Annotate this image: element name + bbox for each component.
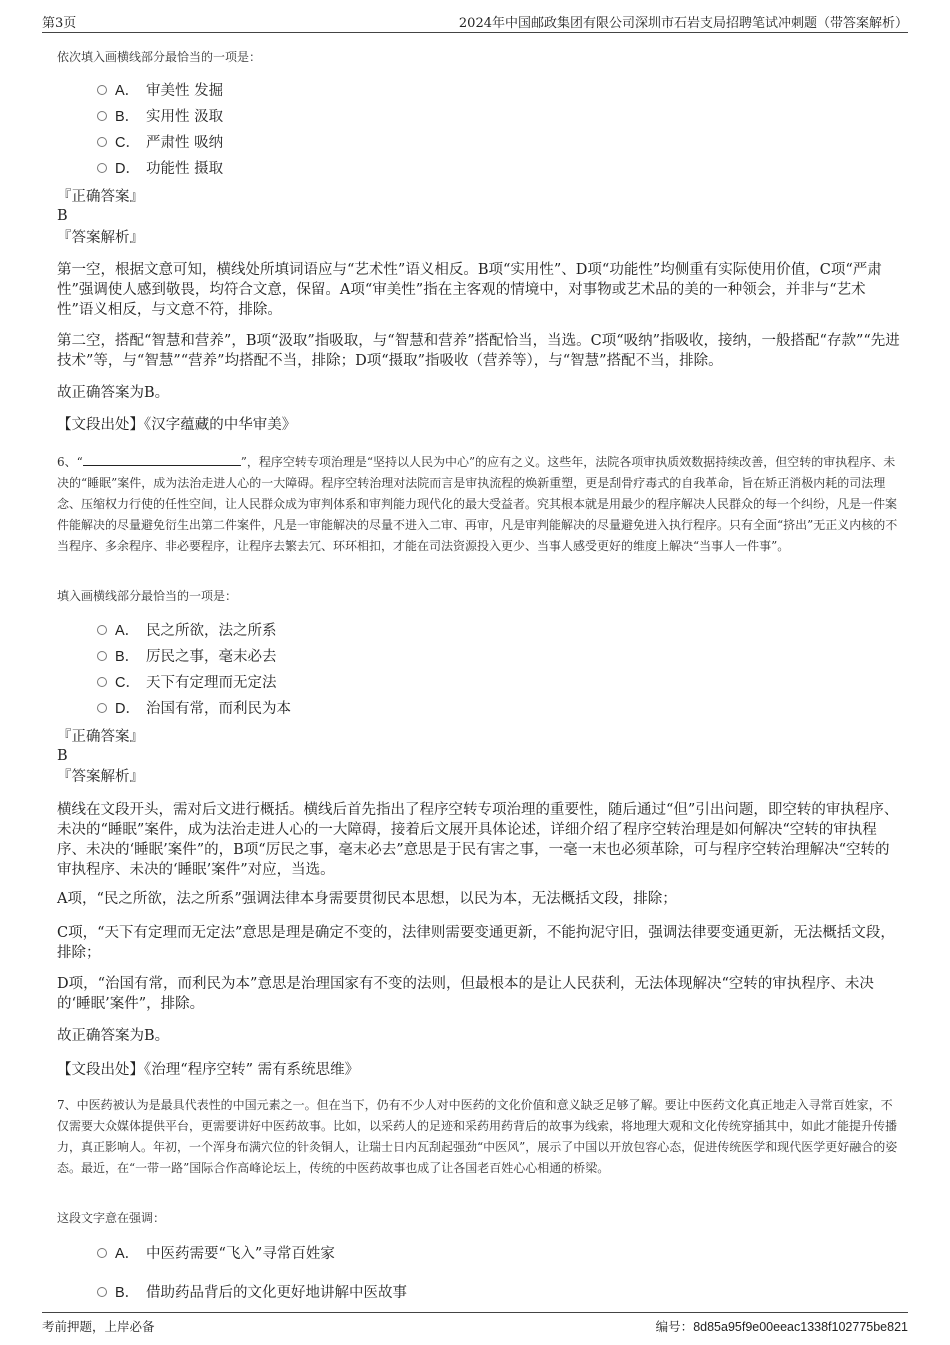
q7-prompt: 这段文字意在强调： [57,1211,166,1225]
q6-option-a[interactable]: A． 民之所欲，法之所系 [97,621,277,641]
q6-prompt: 填入画横线部分最恰当的一项是： [57,589,238,603]
q5-source: 【文段出处】《汉字蕴藏的中华审美》 [57,417,297,433]
page-header [42,10,908,33]
q5-answer: B [57,208,68,224]
document-title: 2024年中国邮政集团有限公司深圳市石岩支局招聘笔试冲刺题（带答案解析） [458,16,908,31]
q6-analysis-paragraph: D项，“治国有常，而利民为本”意思是治理国家有不变的法则，但最根本的是让人民获利，无法体现解决“空转的审执程序、未决的‘睡眠’案件”，排除。 [57,976,874,1012]
radio-icon[interactable] [97,625,107,635]
radio-icon[interactable] [97,163,107,173]
q6-source: 【文段出处】《治理“程序空转” 需有系统思维》 [57,1062,360,1078]
q7-option-b[interactable]: B． 借助药品背后的文化更好地讲解中医故事 [97,1283,407,1303]
radio-icon[interactable] [97,137,107,147]
q6-conclusion: 故正确答案为B。 [57,1028,170,1044]
q6-analysis-paragraph: C项，“天下有定理而无定法”意思是理是确定不变的，法律则需要变通更新，不能拘泥守旧，强调法律要变通更新，无法概括文段，排除； [57,925,895,961]
q5-answer-label: 『正确答案』 [57,189,144,205]
q7-option-a[interactable]: A． 中医药需要“飞入”寻常百姓家 [97,1244,335,1264]
q7-passage: 7、中医药被认为是最具代表性的中国元素之一。但在当下，仍有不少人对中医药的文化价值和意义缺乏足够了解。要让中医药文化真正地走入寻常百姓家，不仅需要大众媒体提供平台，更需要讲好中医药故事。比如，以采药人的足迹和采药用药背后的故事为线索，将地理大观和文化传统穿插其中，如此才能提升传播力，真正影响人。年初，一个浑身布满穴位的针灸铜人，让瑞士日内瓦刮起强劲“中医风”，展示了中国以开放包容心态，促进传统医学和现代医学更好融合的姿态。最近，在“一带一路”国际合作高峰论坛上，传统的中医药故事也成了让各国老百姓心心相通的桥梁。 [57,1098,898,1175]
q5-analysis-label: 『答案解析』 [57,230,144,246]
q5-option-a[interactable]: A． 审美性 发掘 [97,81,223,101]
q5-conclusion: 故正确答案为B。 [57,385,170,401]
q5-option-b[interactable]: B． 实用性 汲取 [97,107,223,127]
q6-analysis-label: 『答案解析』 [57,769,144,785]
q5-analysis-paragraph: 第一空，根据文意可知，横线处所填词语应与“艺术性”语义相反。B项“实用性”、D项“功能性”均侧重有实际使用价值，C项“严肃性”强调使人感到敬畏，均符合文意，保留。A项“审美性”指在主客观的情境中，对事物或艺术品的美的一种领会，并非与“艺术性”语义相反，与文意不符，排除。 [57,262,882,318]
q6-option-b[interactable]: B． 厉民之事，毫末必去 [97,647,277,667]
q5-prompt: 依次填入画横线部分最恰当的一项是： [57,50,262,64]
q6-option-d[interactable]: D． 治国有常，而利民为本 [97,699,291,719]
q6-option-c[interactable]: C． 天下有定理而无定法 [97,673,277,693]
q6-analysis-paragraph: 横线在文段开头，需对后文进行概括。横线后首先指出了程序空转专项治理的重要性，随后通过“但”引出问题，即空转的审执程序、未决的“睡眠”案件，成为法治走进人心的一大障碍，接着后文展开具体论述，详细介绍了程序空转治理是如何解决“空转的审执程序、未决的‘睡眠’案件”的，B项“厉民之事，毫末必去”意思是于民有害之事，一毫一末也必须革除，可与程序空转治理解决“空转的审执程序、未决的‘睡眠’案件”对应，当选。 [57,802,899,878]
q6-passage: 6、“ ”，程序空转专项治理是“坚持以人民为中心”的应有之义。这些年，法院各项审执质效数据持续改善，但空转的审执程序、未决的“睡眠”案件，成为法治走进人心的一大障碍。程序空转治理对法院而言是审执流程的焕新重塑，更是刮骨疗毒式的自我革命，旨在矫正消极内耗的司法理念、压缩权力行使的任性空间，让人民群众成为审判体系和审判能力现代化的最大受益者。究其根本就是用最少的程序解决人民群众的每一个纠纷，凡是一件案件能解决的尽量避免衍生出第二件案件，凡是一审能解决的尽量不进入二审、再审，凡是审判能解决的尽量避免进入执行程序。只有全面“挤出”无正义内核的不当程序、多余程序、非必要程序，让程序去繁去冗、环环相扣，才能在司法资源投入更少、当事人感受更好的维度上解决“当事人一件事”。 [57,455,898,553]
radio-icon[interactable] [97,111,107,121]
q5-option-c[interactable]: C． 严肃性 吸纳 [97,133,223,153]
radio-icon[interactable] [97,85,107,95]
q6-answer-label: 『正确答案』 [57,729,144,745]
document-code: 编号：8d85a95f9e00eeac1338f102775be821 [655,1319,908,1334]
q6-analysis-paragraph: A项，“民之所欲，法之所系”强调法律本身需要贯彻民本思想，以民为本，无法概括文段，排除； [57,891,677,907]
q6-answer: B [57,748,68,764]
radio-icon[interactable] [97,1287,107,1297]
radio-icon[interactable] [97,1248,107,1258]
footer-slogan: 考前押题，上岸必备 [42,1319,155,1334]
radio-icon[interactable] [97,703,107,713]
page-number: 第3页 [42,16,77,31]
answer-blank [83,453,241,466]
q5-option-d[interactable]: D． 功能性 摄取 [97,159,223,179]
radio-icon[interactable] [97,651,107,661]
page-footer [42,1312,908,1339]
q5-analysis-paragraph: 第二空，搭配“智慧和营养”，B项“汲取”指吸取，与“智慧和营养”搭配恰当，当选。C项“吸纳”指吸收，接纳，一般搭配“存款”“先进技术”等，与“智慧”“营养”均搭配不当，排除；D项“摄取”指吸收（营养等），与“智慧”搭配不当，排除。 [57,333,900,369]
radio-icon[interactable] [97,677,107,687]
